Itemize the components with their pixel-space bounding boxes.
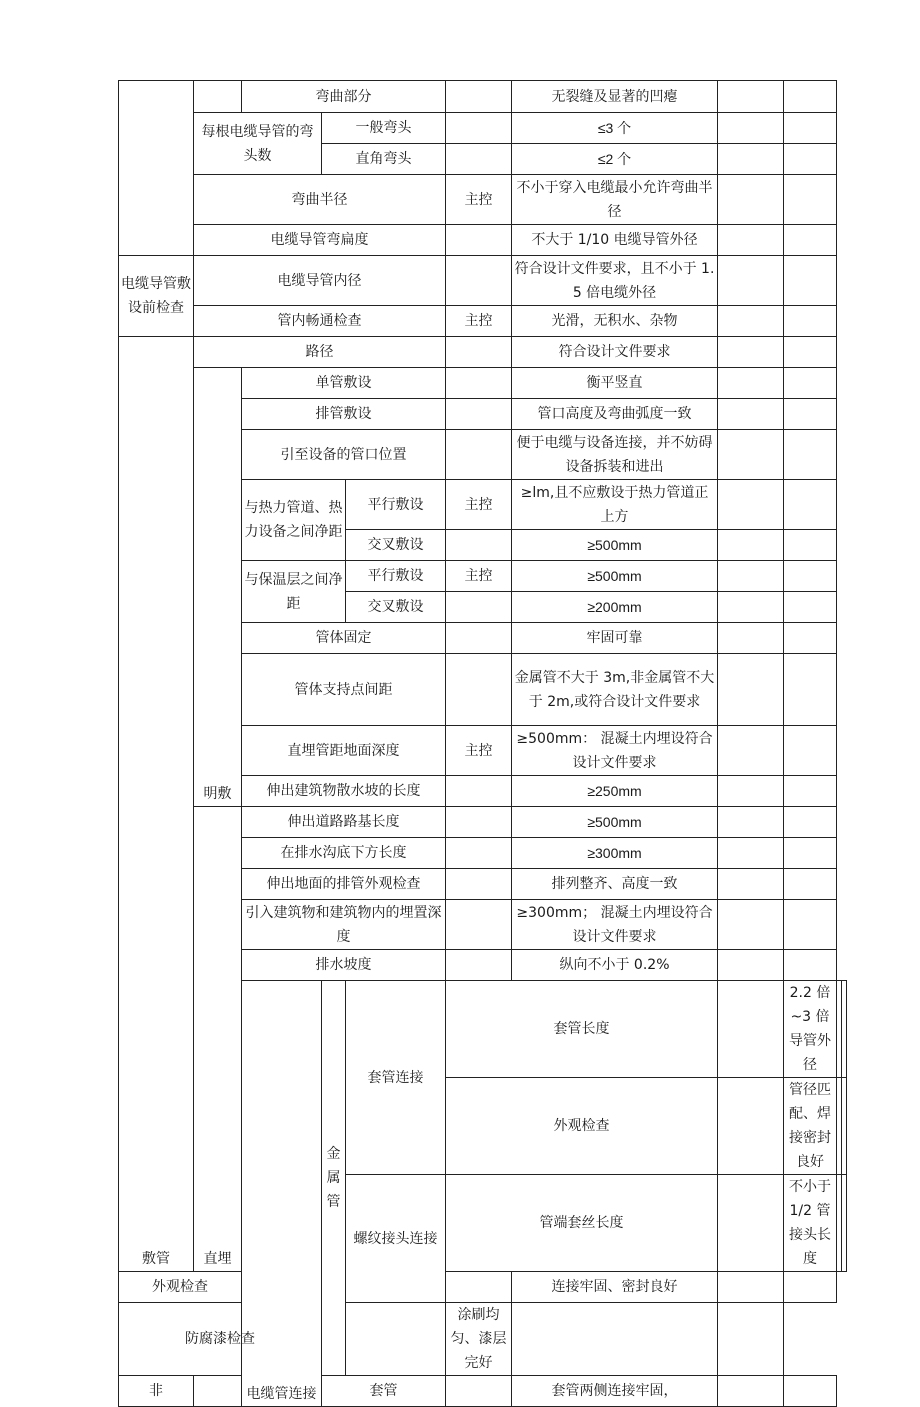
level-cell [446,869,512,900]
level-cell [718,981,784,1078]
result-cell [718,368,784,399]
remark-cell [784,337,837,368]
item-ground: 伸出地面的排管外观检查 [242,869,446,900]
standard-apron: ≥250mm [512,776,718,807]
item-single: 单管敷设 [242,368,446,399]
result-cell [718,1376,784,1407]
standard-support: 金属管不大于 3m,非金属管不大于 2m,或符合设计文件要求 [512,654,718,726]
remark-cell [842,1175,847,1272]
item-slope: 排水坡度 [242,950,446,981]
blank-cell [194,1376,242,1407]
item-right-elbow: 直角弯头 [322,144,446,175]
level-cell [446,256,512,306]
result-cell [718,950,784,981]
result-cell [718,399,784,430]
level-cell [446,623,512,654]
standard-sleeve-length: 2.2 倍~3 倍导管外径 [784,981,837,1078]
level-bend-radius: 主控 [446,175,512,225]
remark-cell [784,144,837,175]
result-cell [718,81,784,113]
item-sleeve-appearance: 外观检查 [446,1078,718,1175]
result-cell [718,256,784,306]
item-multi: 排管敷设 [242,399,446,430]
level-cell [446,900,512,950]
remark-cell [842,981,847,1078]
remark-cell [784,225,837,256]
group-metal: 金属管 [322,981,346,1376]
remark-cell [784,900,837,950]
group-exposed: 明敷 [194,368,242,807]
section-laying: 敷管 [119,337,194,1272]
inspection-table [118,80,847,1407]
level-cell [718,1078,784,1175]
item-thread-length: 管端套丝长度 [446,1175,718,1272]
standard-route: 符合设计文件要求 [512,337,718,368]
group-elbow-count: 每根电缆导管的弯头数 [194,113,322,175]
level-cell [446,838,512,869]
remark-cell [784,592,837,623]
level-depth: 主控 [446,726,512,776]
item-flatness: 电缆导管弯扁度 [194,225,446,256]
result-cell [718,530,784,561]
level-cell [718,1175,784,1272]
item-general-elbow: 一般弯头 [322,113,446,144]
level-cell [446,113,512,144]
result-cell [718,807,784,838]
remark-cell [784,838,837,869]
item-depth: 直埋管距地面深度 [242,726,446,776]
group-thread: 螺纹接头连接 [346,1175,446,1303]
item-support: 管体支持点间距 [242,654,446,726]
remark-cell [784,81,837,113]
standard-thread-appearance: 连接牢固、密封良好 [512,1272,718,1303]
level-cell [446,225,512,256]
level-thermal: 主控 [446,480,512,530]
remark-cell [784,950,837,981]
remark-cell [784,399,837,430]
remark-cell [784,113,837,144]
result-cell [718,225,784,256]
group-nonmetal: 非 [119,1376,194,1407]
item-ditch: 在排水沟底下方长度 [242,838,446,869]
level-cell [446,776,512,807]
group-thermal: 与热力管道、热力设备之间净距 [242,480,346,561]
level-cell [346,1303,446,1376]
remark-cell [784,807,837,838]
level-cell [446,399,512,430]
remark-cell [784,368,837,399]
standard-anticorrosion: 涂刷均匀、漆层完好 [446,1303,512,1376]
standard-single: 衡平竖直 [512,368,718,399]
section-cell-top [119,81,194,256]
remark-cell [784,1272,837,1303]
level-cell [446,950,512,981]
standard-inner-diameter: 符合设计文件要求，且不小于 1.5 倍电缆外径 [512,256,718,306]
item-clear-check: 管内畅通检查 [194,306,446,337]
item-lead-in: 引入建筑物和建筑物内的埋置深度 [242,900,446,950]
result-cell [718,869,784,900]
result-cell [718,561,784,592]
remark-cell [784,175,837,225]
section-connection: 电缆管连接 [242,981,322,1407]
item-nonmetal-sleeve: 套管 [322,1376,446,1407]
item-route: 路径 [194,337,446,368]
result-cell [718,175,784,225]
standard-outlet: 便于电缆与设备连接，并不妨碍设备拆装和进出 [512,430,718,480]
result-cell [718,776,784,807]
level-cell [446,530,512,561]
standard-parallel-thermal: ≥lm,且不应敷设于热力管道正上方 [512,480,718,530]
level-clear-check: 主控 [446,306,512,337]
level-cell [446,807,512,838]
remark-cell [784,654,837,726]
result-cell [718,430,784,480]
result-cell [718,900,784,950]
standard-bend-radius: 不小于穿入电缆最小允许弯曲半径 [512,175,718,225]
item-cross-insulation: 交叉敷设 [346,592,446,623]
level-cell [446,144,512,175]
group-sleeve: 套管连接 [346,981,446,1175]
result-cell [718,480,784,530]
item-bend-radius: 弯曲半径 [194,175,446,225]
remark-cell [784,480,837,530]
level-cell [446,368,512,399]
item-bend-part: 弯曲部分 [242,81,446,113]
item-fixing: 管体固定 [242,623,446,654]
result-cell [718,623,784,654]
standard-right-elbow: ≤2 个 [512,144,718,175]
blank-cell [194,81,242,113]
item-sleeve-length: 套管长度 [446,981,718,1078]
remark-cell [784,530,837,561]
level-cell [446,81,512,113]
group-insulation: 与保温层之间净距 [242,561,346,623]
remark-cell [784,561,837,592]
standard-multi: 管口高度及弯曲弧度一致 [512,399,718,430]
result-cell [718,654,784,726]
remark-cell [718,1303,784,1376]
standard-sleeve-appearance: 管径匹配、焊接密封良好 [784,1078,837,1175]
remark-cell [784,1376,837,1407]
level-cell [446,430,512,480]
standard-thread-length: 不小于 1/2 管接头长度 [784,1175,837,1272]
item-anticorrosion: 防腐漆检查 [119,1303,322,1376]
level-cell [446,592,512,623]
standard-fixing: 牢固可靠 [512,623,718,654]
result-cell [512,1303,718,1376]
item-parallel-thermal: 平行敷设 [346,480,446,530]
item-parallel-insulation: 平行敷设 [346,561,446,592]
result-cell [718,337,784,368]
standard-ground: 排列整齐、高度一致 [512,869,718,900]
remark-cell [784,776,837,807]
level-cell [446,1272,512,1303]
standard-road: ≥500mm [512,807,718,838]
item-outlet: 引至设备的管口位置 [242,430,446,480]
remark-cell [784,623,837,654]
item-apron: 伸出建筑物散水坡的长度 [242,776,446,807]
standard-bend-part: 无裂缝及显著的凹瘪 [512,81,718,113]
remark-cell [784,256,837,306]
standard-depth: ≥500mm： 混凝土内埋设符合设计文件要求 [512,726,718,776]
section-pre-check: 电缆导管敷设前检查 [119,256,194,337]
remark-cell [842,1078,847,1175]
remark-cell [784,430,837,480]
item-road: 伸出道路路基长度 [242,807,446,838]
standard-lead-in: ≥300mm； 混凝土内埋设符合设计文件要求 [512,900,718,950]
standard-slope: 纵向不小于 0.2% [512,950,718,981]
result-cell [718,144,784,175]
remark-cell [784,306,837,337]
level-cell [446,1376,512,1407]
standard-cross-insulation: ≥200mm [512,592,718,623]
result-cell [718,1272,784,1303]
standard-cross-thermal: ≥500mm [512,530,718,561]
result-cell [718,306,784,337]
standard-parallel-insulation: ≥500mm [512,561,718,592]
group-buried: 直埋 [194,807,242,1272]
standard-nonmetal-sleeve: 套管两侧连接牢固， [512,1376,718,1407]
item-inner-diameter: 电缆导管内径 [194,256,446,306]
level-insulation: 主控 [446,561,512,592]
level-cell [446,654,512,726]
level-cell [446,337,512,368]
standard-ditch: ≥300mm [512,838,718,869]
item-thread-appearance: 外观检查 [119,1272,242,1303]
item-cross-thermal: 交叉敷设 [346,530,446,561]
result-cell [718,838,784,869]
remark-cell [784,869,837,900]
result-cell [718,113,784,144]
standard-clear-check: 光滑，无积水、杂物 [512,306,718,337]
standard-general-elbow: ≤3 个 [512,113,718,144]
remark-cell [784,726,837,776]
standard-flatness: 不大于 1/10 电缆导管外径 [512,225,718,256]
result-cell [718,592,784,623]
result-cell [718,726,784,776]
